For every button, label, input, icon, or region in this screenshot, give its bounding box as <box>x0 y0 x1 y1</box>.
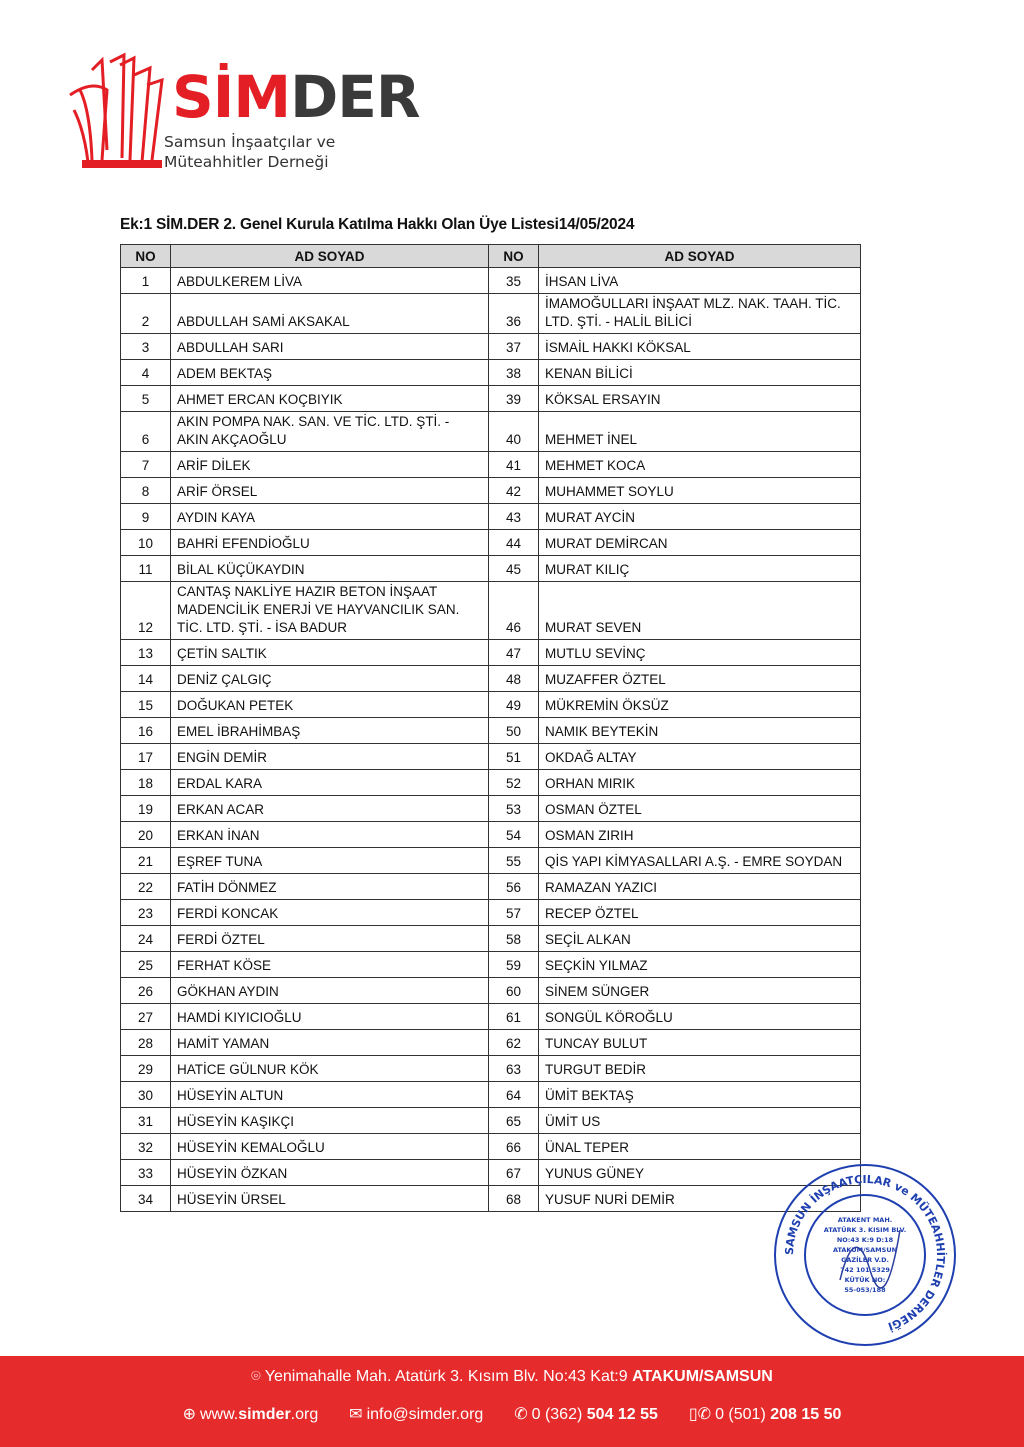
row-name-left: HÜSEYİN KEMALOĞLU <box>171 1134 489 1160</box>
row-no-right: 39 <box>489 386 539 412</box>
row-no-right: 54 <box>489 822 539 848</box>
simder-logo <box>62 50 420 180</box>
row-no-right: 51 <box>489 744 539 770</box>
row-name-right: OKDAĞ ALTAY <box>539 744 861 770</box>
footer-bar <box>0 1356 1024 1447</box>
row-no-right: 55 <box>489 848 539 874</box>
row-name-right: MURAT SEVEN <box>539 582 861 640</box>
table-row <box>121 412 861 452</box>
logo-brand-dark: DER <box>290 63 420 131</box>
mobile-prefix: 0 (501) <box>715 1406 766 1423</box>
row-name-left: EMEL İBRAHİMBAŞ <box>171 718 489 744</box>
row-name-left: ÇETİN SALTIK <box>171 640 489 666</box>
row-name-left: ABDULLAH SAMİ AKSAKAL <box>171 294 489 334</box>
stamp-line: ATAKENT MAH. <box>837 1216 893 1224</box>
row-no-right: 56 <box>489 874 539 900</box>
table-row <box>121 718 861 744</box>
table-row <box>121 1082 861 1108</box>
globe-icon: ⊕ <box>182 1406 196 1423</box>
table-row <box>121 640 861 666</box>
row-no-left: 25 <box>121 952 171 978</box>
footer-phone[interactable] <box>532 1406 658 1423</box>
table-row <box>121 770 861 796</box>
header-name-right: AD SOYAD <box>539 245 861 268</box>
row-no-right: 40 <box>489 412 539 452</box>
mobile-whatsapp-icon: ▯✆ <box>688 1406 712 1423</box>
row-no-right: 43 <box>489 504 539 530</box>
row-name-left: ERKAN İNAN <box>171 822 489 848</box>
row-name-left: AHMET ERCAN KOÇBIYIK <box>171 386 489 412</box>
row-name-left: FERHAT KÖSE <box>171 952 489 978</box>
row-name-left: AYDIN KAYA <box>171 504 489 530</box>
table-row <box>121 1186 861 1212</box>
header-no-left: NO <box>121 245 171 268</box>
row-name-right: SİNEM SÜNGER <box>539 978 861 1004</box>
web-bold: simder <box>238 1406 291 1423</box>
row-no-right: 58 <box>489 926 539 952</box>
row-no-left: 14 <box>121 666 171 692</box>
row-name-left: HÜSEYİN ALTUN <box>171 1082 489 1108</box>
row-no-left: 21 <box>121 848 171 874</box>
row-no-left: 5 <box>121 386 171 412</box>
row-name-left: FATİH DÖNMEZ <box>171 874 489 900</box>
row-no-right: 52 <box>489 770 539 796</box>
table-row <box>121 504 861 530</box>
logo-subtitle <box>164 132 335 172</box>
row-no-left: 22 <box>121 874 171 900</box>
row-no-right: 47 <box>489 640 539 666</box>
stamp-line: ATAKUM/SAMSUN <box>832 1246 898 1254</box>
footer-address <box>0 1368 1024 1386</box>
location-pin-icon: ⌾ <box>251 1368 261 1385</box>
table-row <box>121 1030 861 1056</box>
row-name-right: MURAT KILIÇ <box>539 556 861 582</box>
row-name-left: HÜSEYİN ÜRSEL <box>171 1186 489 1212</box>
table-row <box>121 582 861 640</box>
stamp-line: 55-053/188 <box>844 1286 886 1294</box>
row-name-right: MURAT AYCİN <box>539 504 861 530</box>
row-no-left: 34 <box>121 1186 171 1212</box>
row-no-right: 66 <box>489 1134 539 1160</box>
row-name-left: HATİCE GÜLNUR KÖK <box>171 1056 489 1082</box>
row-name-left: ERDAL KARA <box>171 770 489 796</box>
web-prefix: www. <box>199 1406 239 1423</box>
table-row <box>121 874 861 900</box>
table-row <box>121 334 861 360</box>
row-name-left: HÜSEYİN KAŞIKÇI <box>171 1108 489 1134</box>
row-name-right: TURGUT BEDİR <box>539 1056 861 1082</box>
stamp-line: GAZİLER V.D. <box>841 1256 889 1264</box>
row-name-right: ORHAN MIRIK <box>539 770 861 796</box>
row-name-left: ERKAN ACAR <box>171 796 489 822</box>
row-no-right: 42 <box>489 478 539 504</box>
mail-icon: ✉ <box>349 1406 363 1423</box>
row-no-right: 49 <box>489 692 539 718</box>
row-no-left: 6 <box>121 412 171 452</box>
row-name-right: KENAN BİLİCİ <box>539 360 861 386</box>
row-no-right: 64 <box>489 1082 539 1108</box>
row-no-right: 36 <box>489 294 539 334</box>
stamp-line: NO:43 K:9 D:18 <box>836 1236 894 1244</box>
row-name-left: HÜSEYİN ÖZKAN <box>171 1160 489 1186</box>
building-logo-icon <box>62 50 172 175</box>
row-no-left: 8 <box>121 478 171 504</box>
row-name-left: DOĞUKAN PETEK <box>171 692 489 718</box>
row-no-left: 18 <box>121 770 171 796</box>
row-name-right: SONGÜL KÖROĞLU <box>539 1004 861 1030</box>
row-no-right: 62 <box>489 1030 539 1056</box>
row-no-right: 68 <box>489 1186 539 1212</box>
row-name-left: BAHRİ EFENDİOĞLU <box>171 530 489 556</box>
row-name-left: BİLAL KÜÇÜKAYDIN <box>171 556 489 582</box>
table-row <box>121 530 861 556</box>
row-no-right: 57 <box>489 900 539 926</box>
document-title: Ek:1 SİM.DER 2. Genel Kurula Katılma Hakkı Olan Üye Listesi14/05/2024 <box>120 216 635 233</box>
table-row <box>121 666 861 692</box>
phone-icon: ✆ <box>514 1406 528 1423</box>
table-row <box>121 1160 861 1186</box>
table-row <box>121 556 861 582</box>
row-no-left: 30 <box>121 1082 171 1108</box>
web-suffix: .org <box>290 1406 319 1423</box>
row-name-right: YUSUF NURİ DEMİR <box>539 1186 861 1212</box>
row-no-right: 45 <box>489 556 539 582</box>
row-no-left: 10 <box>121 530 171 556</box>
row-name-left: ADEM BEKTAŞ <box>171 360 489 386</box>
stamp-line: ATATÜRK 3. KISIM BLV. <box>823 1226 907 1234</box>
table-row <box>121 978 861 1004</box>
row-no-right: 48 <box>489 666 539 692</box>
footer-address-city: ATAKUM/SAMSUN <box>632 1368 773 1385</box>
logo-subtitle-line2: Müteahhitler Derneği <box>164 153 329 171</box>
table-row <box>121 1108 861 1134</box>
row-no-left: 27 <box>121 1004 171 1030</box>
table-header-row <box>121 245 861 268</box>
footer-website[interactable] <box>200 1406 318 1423</box>
row-name-right: MUHAMMET SOYLU <box>539 478 861 504</box>
row-name-left: FERDİ ÖZTEL <box>171 926 489 952</box>
row-no-left: 15 <box>121 692 171 718</box>
stamp-line: KÜTÜK NO: <box>844 1276 886 1284</box>
logo-wordmark <box>172 63 420 131</box>
header-name-left: AD SOYAD <box>171 245 489 268</box>
row-no-left: 4 <box>121 360 171 386</box>
row-name-left: ABDULLAH SARI <box>171 334 489 360</box>
row-name-right: ÜMİT US <box>539 1108 861 1134</box>
row-no-right: 59 <box>489 952 539 978</box>
row-name-right: SEÇKİN YILMAZ <box>539 952 861 978</box>
row-no-left: 20 <box>121 822 171 848</box>
row-no-left: 17 <box>121 744 171 770</box>
row-no-left: 32 <box>121 1134 171 1160</box>
row-no-right: 50 <box>489 718 539 744</box>
table-row <box>121 360 861 386</box>
table-row <box>121 1056 861 1082</box>
row-no-left: 33 <box>121 1160 171 1186</box>
row-no-right: 41 <box>489 452 539 478</box>
row-no-left: 24 <box>121 926 171 952</box>
row-name-left: EŞREF TUNA <box>171 848 489 874</box>
row-name-left: FERDİ KONCAK <box>171 900 489 926</box>
row-no-left: 11 <box>121 556 171 582</box>
row-no-right: 38 <box>489 360 539 386</box>
row-name-right: İSMAİL HAKKI KÖKSAL <box>539 334 861 360</box>
table-row <box>121 900 861 926</box>
table-row <box>121 478 861 504</box>
table-row <box>121 1004 861 1030</box>
row-name-right: MEHMET İNEL <box>539 412 861 452</box>
row-no-left: 2 <box>121 294 171 334</box>
table-body <box>121 268 861 1212</box>
row-name-right: SEÇİL ALKAN <box>539 926 861 952</box>
row-name-left: AKIN POMPA NAK. SAN. VE TİC. LTD. ŞTİ. - AKIN AKÇAOĞLU <box>171 412 489 452</box>
footer-contacts <box>0 1404 1024 1424</box>
row-no-right: 53 <box>489 796 539 822</box>
row-name-left: DENİZ ÇALGIÇ <box>171 666 489 692</box>
table-row <box>121 268 861 294</box>
row-name-right: YUNUS GÜNEY <box>539 1160 861 1186</box>
row-no-left: 1 <box>121 268 171 294</box>
table-row <box>121 386 861 412</box>
row-name-right: MEHMET KOCA <box>539 452 861 478</box>
row-no-right: 65 <box>489 1108 539 1134</box>
row-name-left: GÖKHAN AYDIN <box>171 978 489 1004</box>
row-no-right: 35 <box>489 268 539 294</box>
row-name-right: MUZAFFER ÖZTEL <box>539 666 861 692</box>
row-name-left: HAMDİ KIYICIOĞLU <box>171 1004 489 1030</box>
row-name-right: MURAT DEMİRCAN <box>539 530 861 556</box>
row-no-right: 61 <box>489 1004 539 1030</box>
row-name-right: İHSAN LİVA <box>539 268 861 294</box>
row-no-right: 63 <box>489 1056 539 1082</box>
stamp-ring-text: SAMSUN İNŞAATÇILAR ve MÜTEAHHİTLER DERNEĞİ <box>782 1172 948 1333</box>
row-no-right: 37 <box>489 334 539 360</box>
row-no-right: 46 <box>489 582 539 640</box>
row-name-right: QİS YAPI KİMYASALLARI A.Ş. - EMRE SOYDAN <box>539 848 861 874</box>
phone-prefix: 0 (362) <box>531 1406 583 1423</box>
table-row <box>121 848 861 874</box>
member-list-table <box>120 244 861 1212</box>
logo-subtitle-line1: Samsun İnşaatçılar ve <box>164 133 336 151</box>
row-no-left: 12 <box>121 582 171 640</box>
row-no-right: 60 <box>489 978 539 1004</box>
table-row <box>121 926 861 952</box>
table-row <box>121 952 861 978</box>
table-row <box>121 692 861 718</box>
row-no-left: 31 <box>121 1108 171 1134</box>
mobile-bold: 208 15 50 <box>770 1406 842 1423</box>
table-row <box>121 796 861 822</box>
row-name-left: ABDULKEREM LİVA <box>171 268 489 294</box>
table-row <box>121 294 861 334</box>
row-no-left: 26 <box>121 978 171 1004</box>
row-name-right: TUNCAY BULUT <box>539 1030 861 1056</box>
row-no-right: 44 <box>489 530 539 556</box>
row-no-left: 3 <box>121 334 171 360</box>
phone-bold: 504 12 55 <box>586 1406 658 1423</box>
stamp-line: 742 101 5329 <box>840 1266 890 1274</box>
row-name-right: RECEP ÖZTEL <box>539 900 861 926</box>
footer-email[interactable]: info@simder.org <box>366 1406 484 1423</box>
header-no-right: NO <box>489 245 539 268</box>
row-name-right: İMAMOĞULLARI İNŞAAT MLZ. NAK. TAAH. TİC. LTD. ŞTİ. - HALİL BİLİCİ <box>539 294 861 334</box>
table-row <box>121 822 861 848</box>
row-name-left: ARİF DİLEK <box>171 452 489 478</box>
row-name-right: MÜKREMİN ÖKSÜZ <box>539 692 861 718</box>
row-name-right: ÜMİT BEKTAŞ <box>539 1082 861 1108</box>
row-no-left: 29 <box>121 1056 171 1082</box>
row-no-left: 28 <box>121 1030 171 1056</box>
row-name-right: OSMAN ZIRIH <box>539 822 861 848</box>
row-name-left: CANTAŞ NAKLİYE HAZIR BETON İNŞAAT MADENCİLİK ENERJİ VE HAYVANCILIK SAN. TİC. LTD. ŞTİ. - İSA BADUR <box>171 582 489 640</box>
row-name-left: ENGİN DEMİR <box>171 744 489 770</box>
row-no-left: 7 <box>121 452 171 478</box>
row-no-left: 23 <box>121 900 171 926</box>
row-name-left: ARİF ÖRSEL <box>171 478 489 504</box>
row-name-right: NAMIK BEYTEKİN <box>539 718 861 744</box>
row-no-right: 67 <box>489 1160 539 1186</box>
table-row <box>121 452 861 478</box>
row-name-right: OSMAN ÖZTEL <box>539 796 861 822</box>
row-no-left: 16 <box>121 718 171 744</box>
row-no-left: 9 <box>121 504 171 530</box>
row-no-left: 19 <box>121 796 171 822</box>
row-no-left: 13 <box>121 640 171 666</box>
footer-mobile[interactable] <box>715 1406 841 1423</box>
association-stamp <box>770 1160 960 1350</box>
footer-address-text: Yenimahalle Mah. Atatürk 3. Kısım Blv. No:43 Kat:9 <box>264 1368 628 1385</box>
row-name-left: HAMİT YAMAN <box>171 1030 489 1056</box>
row-name-right: KÖKSAL ERSAYIN <box>539 386 861 412</box>
logo-brand-red: SİM <box>172 63 291 131</box>
table-row <box>121 744 861 770</box>
table-row <box>121 1134 861 1160</box>
row-name-right: MUTLU SEVİNÇ <box>539 640 861 666</box>
row-name-right: RAMAZAN YAZICI <box>539 874 861 900</box>
row-name-right: ÜNAL TEPER <box>539 1134 861 1160</box>
